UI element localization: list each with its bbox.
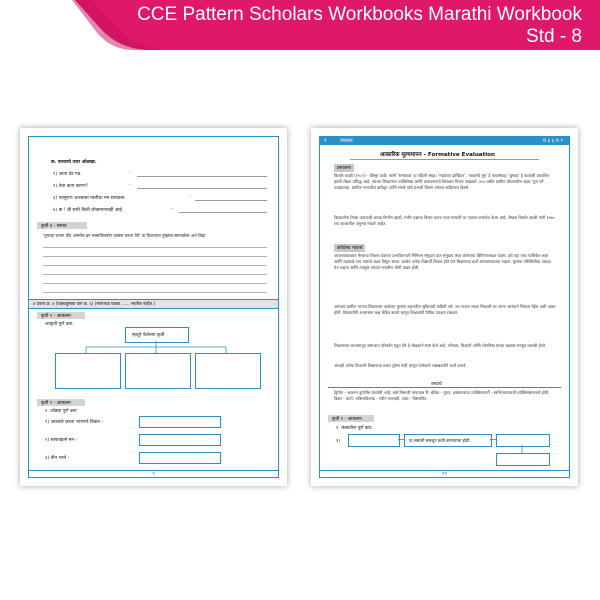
intro-paragraph-2: विद्यार्थ्यांना निबंध वाचनाची आवड निर्माण व्हावी, गंभीर प्रश्नांचा विचार करता यावा यासाठी या पाठाचा समावेश केला आहे. लेखक किशोर काळी यांनी १९७० च्या काळातील अनुभव मांडले आहेत. <box>334 215 555 227</box>
chapter-number: १ <box>324 138 327 144</box>
fill-center-text: या समाजी समजून कधी करणयाचा होती. <box>409 438 471 443</box>
tag-meaning: कवितेचा भावार्थ <box>334 244 365 252</box>
vocab-paragraph: द्वितीय - आवरण दुर्गातील देशप्रेमी आहे; असे विस्तारी मायावाल रि. बंधिल - पुराद. इच्छेतरवाचा व्यक्तिसापर्ती - स्वभितरयालाची व्यक्तिसंबंधानाचे होती. विदार - वार्ता. भविष्यविल्लंड - गवीन मल्लाही. उत्त्वा - विस्थापित. <box>334 390 550 402</box>
diagram-answer-box[interactable] <box>125 353 191 389</box>
diagram-answer-box[interactable] <box>55 353 121 389</box>
banner-text <box>137 4 582 48</box>
kruti1b-instruction: १. जोड्या पूर्ण करा. <box>45 409 78 414</box>
question-1-dash: - <box>129 171 131 176</box>
meaning-paragraph-4: आजही अनेक ठिकाणी शिक्षणाचा प्रसार पुरेसा नाही म्हणून प्रत्येकाने जबाबदारीने कार्य करावे. <box>334 363 467 368</box>
question-4: ४) बा ! बी सारी किती लोकमान्यवही आहे. <box>53 208 124 213</box>
meaning-paragraph-2: आमच्या ग्रामीण भागात शिकायला आलेल्या मुलांना शहरातील सुविधांची माहिती नसे. जर गावात शाळा मिळाली तर त्यांना आनंदाने शिकता येईल अशी आशा होती. विद्यार्थ्यांनी अभ्यासात लक्ष केंद्रित करावे म्हणून शिक्षकांनी विविध उपक्रम राबवले. <box>334 304 556 316</box>
left-page <box>20 128 287 486</box>
left-footer <box>29 470 278 478</box>
kruti1b-label: कृती १ - आकलन <box>41 401 71 406</box>
match-row-3: ३) तीन भरने - <box>45 456 70 461</box>
question-3: ३) त्यानुरूप आश्वासा मालीचा मन सापडला. <box>53 196 126 201</box>
kruti4-prompt: 'तुमच्या प्रभाग दीप अनमोल हन सामाजिकरोग व्यसना करता येते' या विधानाचा तुम्हांला समजलेला अर्थ लिहा. <box>43 233 207 238</box>
kruti4-label: कृती ४ - स्वमत <box>41 224 67 229</box>
meaning-paragraph-1: आजच्याकाळात मेल्याचा शिक्षण देवराज प्रभाविरूपाने मिमित्रम् समुदाय हात समुदाय लहर कोणाच्या क्षितिजाजवळ पडला. इथे पहा एका पालिकेत शहर आणि राहताळे गाव यामध्ये बदल दिसून आला. शाळेत अनेक विद्यार्थी शिकत होते पण शिक्षणाचा दर्जा समाधानकारक नव्हता. मुलांना परिस्थितीचा अंदाज येत नव्हता आणि त्यामुळे त्यांच्या मनातील भीती वाढत होती. <box>334 253 551 271</box>
right-page <box>311 128 578 486</box>
kruti1-instruction-right: १. कंसातील पूर्ण करा. <box>336 426 373 431</box>
match-row-1: १) आठवले करता भारणारे विकार - <box>45 420 104 425</box>
question-1: १) आता देव गड. <box>53 172 82 177</box>
left-instruction: क. फरकाचे उत्तर ओळखा. <box>51 160 97 165</box>
kruti1b-bar <box>37 399 85 406</box>
kruti1-label: कृती १ - आकलन <box>41 314 71 319</box>
match-answer-box-1[interactable] <box>139 416 221 428</box>
diagram-answer-box[interactable] <box>195 353 261 389</box>
match-answer-box-2[interactable] <box>139 434 221 446</box>
question-2-dash: - <box>129 183 131 188</box>
kruti1-instruction: आकृती पूर्ण करा. <box>45 322 74 327</box>
right-footer <box>320 470 569 478</box>
fill-box-below[interactable] <box>496 453 550 466</box>
banner-title: CCE Pattern Scholars Workbooks Marathi Workbook <box>137 4 582 25</box>
fill-row-number: १) <box>336 439 341 444</box>
meaning-paragraph-3: शिक्षणाच्या माध्यमातून समाजात परिवर्तन घडून येते हे लेखकाने स्पष्ट केले आहे. परिश्रम, चिकाटी आणि ध्येयनिष्ठा यांच्या बळावर माणूस यशस्वी होतो. <box>334 343 547 348</box>
section-bar-text: ४ उतारा क्र. ४ (पाठ्यपुस्तक पान क्र. ६) (मरणाच्या पकडा ...... भरतील नाहीत.) <box>33 301 156 306</box>
right-page-number: १९ <box>441 471 448 477</box>
match-row-2: २) साफवहाने मन - <box>45 438 78 443</box>
intro-paragraph: किशोर काळी (१९८९) - ग्रीष्मुर कवी। त्यानी 'समकाळ' हा पहिली संग्रह। 'महदेच्या दाखिंहत', 'अवतरेचे सुर' हे कथासंग्रह। 'बुगवड' हे कादंबरी प्रकाशित झाली लेखन प्रसिद्ध आहे. त्यांच्या लिखाणात व्यक्तिरेखा आणि वातावरणाचे विलक्षण चित्रण आढळते. १०० वर्षांत ग्रामीण जीवनातील बदल 'गुल प्ले' व्यवहाराचा, ग्रामीण भागातील दारिद्र्य आणि संघर्ष यांचे प्रभावी चित्रण त्यांच्या साहित्यात दिसते. <box>334 173 550 191</box>
left-page-number: ९ <box>152 471 155 477</box>
question-4-dash: - <box>171 207 173 212</box>
banner <box>0 0 600 58</box>
question-3-dash: - <box>189 195 191 200</box>
match-answer-box-3[interactable] <box>139 452 221 464</box>
tag-vocab: शब्दार्थ <box>431 382 442 387</box>
chapter-code: य ३ ६ य १ <box>543 138 563 144</box>
right-page-frame <box>319 136 570 478</box>
banner-std: Std - 8 <box>526 26 582 47</box>
diagram-center-text: म्हातुरे फेलेल्या कृती <box>132 333 165 338</box>
fill-arrows <box>320 137 570 478</box>
page-title: आकारिक मूल्यमापन - Formative Evaluation <box>380 152 495 158</box>
question-2: २) तेथा काय कारण? <box>53 184 89 189</box>
kruti1-label-right: कृती १ - आकलन <box>332 417 362 422</box>
chapter-name: उपयात <box>340 138 353 144</box>
tag-intro: प्रस्तावना <box>334 164 354 172</box>
left-page-frame <box>28 136 279 478</box>
